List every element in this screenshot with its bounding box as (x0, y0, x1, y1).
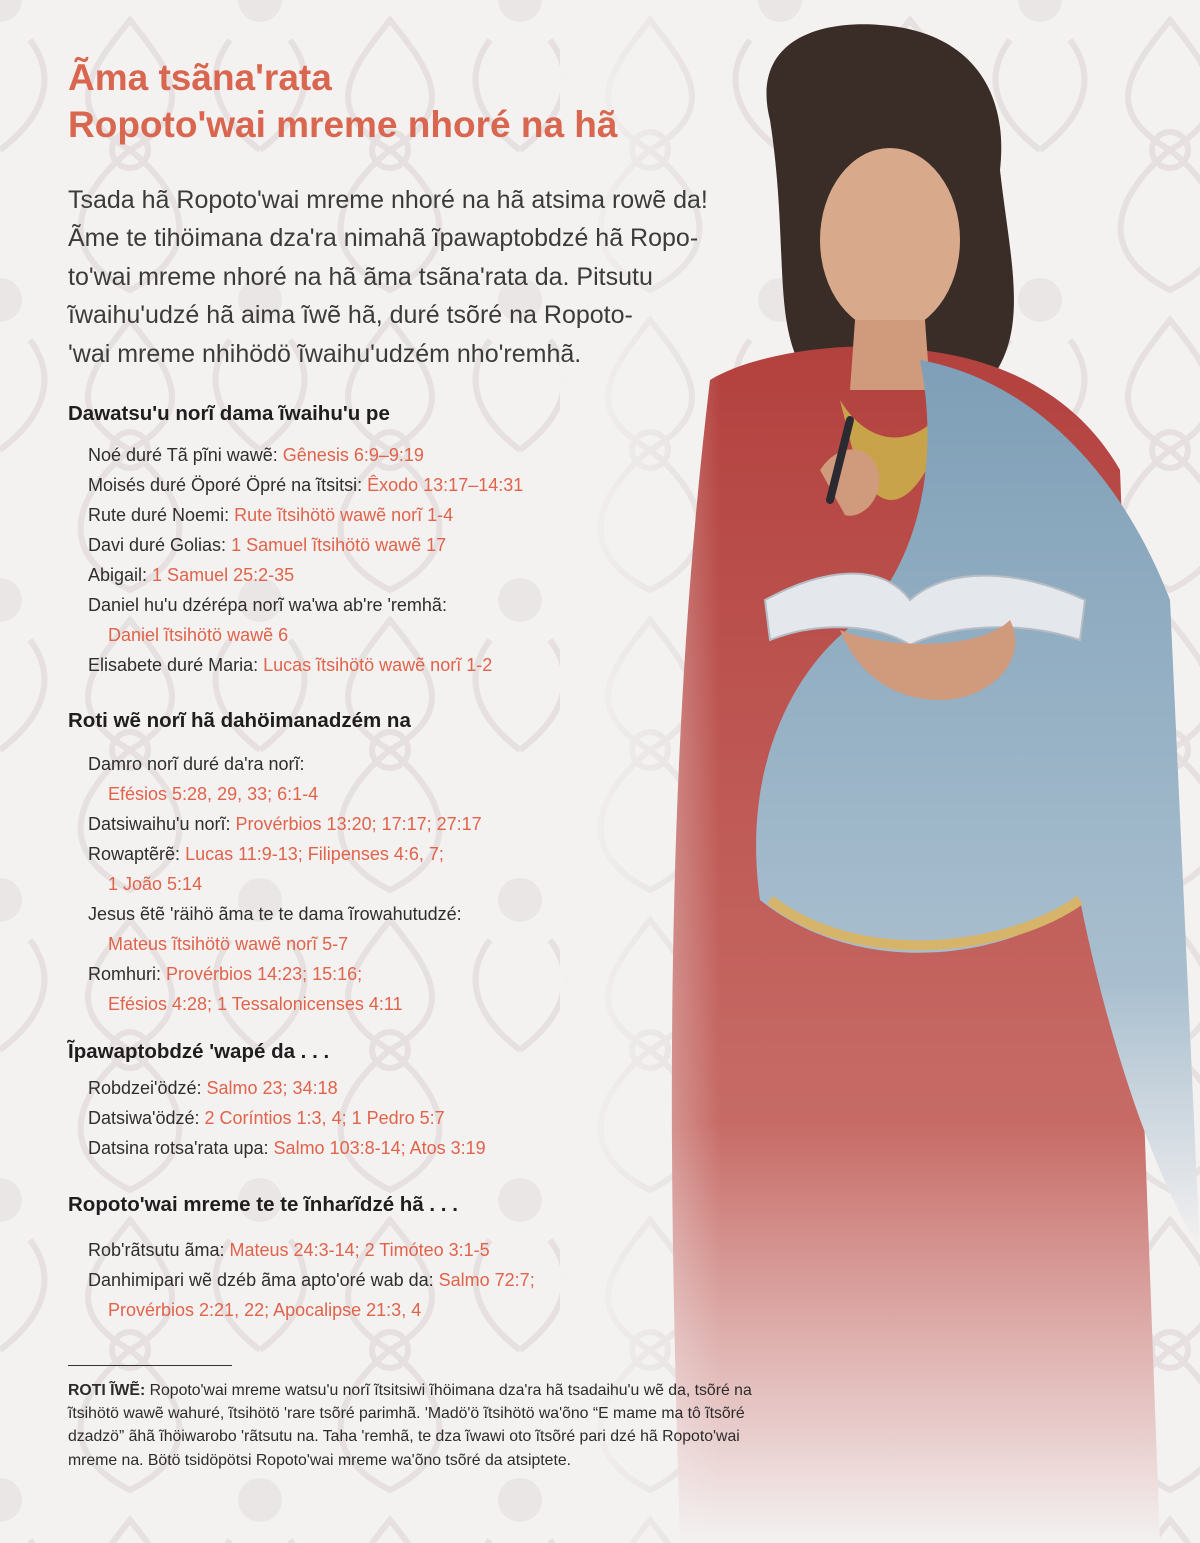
section-heading-stories: Dawatsu'u norĩ dama ĩwaihu'u pe (68, 402, 390, 425)
entry-label: Jesus ẽtẽ 'räihö ãma te te dama ĩrowahutudzé: (88, 904, 462, 924)
scripture-link[interactable]: Mateus ĩtsihötö wawẽ norĩ 5-7 (108, 934, 349, 954)
scripture-link[interactable]: Salmo 103:8-14; Atos 3:19 (273, 1138, 486, 1158)
list-item (88, 500, 628, 530)
scripture-link[interactable]: Efésios 4:28; 1 Tessalonicenses 4:11 (108, 994, 403, 1014)
list-item (88, 1133, 628, 1163)
scripture-link[interactable]: Provérbios 2:21, 22; Apocalipse 21:3, 4 (108, 1300, 422, 1320)
list-item (88, 749, 628, 809)
section-heading-help: Ĩpawaptobdzé 'wapé da . . . (68, 1040, 330, 1063)
entry-label: Noé duré Tã pĩni wawẽ: (88, 445, 283, 465)
footnote-line (68, 1379, 858, 1402)
list-item (88, 1265, 628, 1325)
entry-label: Abigail: (88, 565, 153, 585)
entry-label: Robdzei'ödzé: (88, 1078, 207, 1098)
entry-label: Davi duré Golias: (88, 535, 232, 555)
footnote-line: ĩtsihötö wawẽ wahuré, ĩtsihötö 'rare tsõré parimhã. 'Madö'ö ĩtsihötö wa'õno “E mame ma tô ĩtsõré (68, 1405, 745, 1423)
entry-label: Damro norĩ duré da'ra norĩ: (88, 754, 305, 774)
scripture-link[interactable]: Mateus 24:3-14; 2 Timóteo 3:1-5 (229, 1240, 490, 1260)
scripture-link[interactable]: Gênesis 6:9–9:19 (282, 445, 424, 465)
footnote-label: ROTI ĨWẼ: (68, 1382, 146, 1399)
entry-label: Rute duré Noemi: (88, 505, 235, 525)
title-line-2: Ropoto'wai mreme nhoré na hã (68, 104, 618, 145)
scripture-link[interactable]: 1 João 5:14 (108, 874, 203, 894)
entry-label: Rob'rãtsutu ãma: (88, 1240, 230, 1260)
footnote-divider (68, 1365, 232, 1366)
footnote-line: mreme na. Bötö tsidöpötsi Ropoto'wai mreme wa'õno tsõré da atsiptete. (68, 1451, 572, 1469)
entry-label: Danhimipari wẽ dzéb ãma apto'oré wab da: (88, 1270, 439, 1290)
scripture-link[interactable]: Êxodo 13:17–14:31 (367, 475, 524, 495)
scripture-link[interactable]: 1 Samuel 25:2-35 (152, 565, 295, 585)
scripture-link[interactable]: 2 Coríntios 1:3, 4; 1 Pedro 5:7 (204, 1108, 445, 1128)
scripture-link[interactable]: 1 Samuel ĩtsihötö wawẽ 17 (231, 535, 447, 555)
footnote-text: Ropoto'wai mreme watsu'u norĩ ĩtsitsiwi ĩhöimana dza'ra hã tsadaihu'u wẽ da, tsõré na (145, 1382, 752, 1399)
entry-label: Daniel hu'u dzérépa norĩ wa'wa ab're 'remhã: (88, 595, 447, 615)
intro-line: ĩwaihu'udzé hã aima ĩwẽ hã, duré tsõré na Ropoto- (68, 301, 633, 330)
entry-label: Moisés duré Öporé Öpré na ĩtsitsi: (88, 475, 368, 495)
scripture-link[interactable]: Rute ĩtsihötö wawẽ norĩ 1-4 (234, 505, 454, 525)
scripture-link[interactable]: Lucas 11:9-13; Filipenses 4:6, 7; (185, 844, 444, 864)
list-item (88, 959, 628, 1019)
scripture-link[interactable]: Daniel ĩtsihötö wawẽ 6 (108, 625, 289, 645)
list-item (88, 839, 628, 899)
scripture-link[interactable]: Salmo 72:7; (438, 1270, 535, 1290)
scripture-link[interactable]: Efésios 5:28, 29, 33; 6:1-4 (108, 784, 319, 804)
list-item (88, 590, 628, 650)
list-item (88, 470, 628, 500)
entry-label: Datsiwaihu'u norĩ: (88, 814, 236, 834)
list-item (88, 1103, 628, 1133)
list-item (88, 899, 628, 959)
list-item (88, 650, 628, 680)
footnote-line: dzadzö” ãhã ĩhöiwarobo 'rãtsutu na. Taha 'remhã, te dza ĩwawi oto ĩtsõré pari dzé hã Ropoto'wai (68, 1428, 740, 1446)
section-list-stories (88, 440, 628, 680)
scripture-link[interactable]: Salmo 23; 34:18 (206, 1078, 338, 1098)
entry-label: Rowaptẽrẽ: (88, 844, 186, 864)
title-line-1: Ãma tsãna'rata (68, 57, 332, 98)
list-item (88, 530, 628, 560)
entry-label: Datsiwa'ödzé: (88, 1108, 205, 1128)
entry-label: Romhuri: (88, 964, 167, 984)
intro-paragraph (68, 181, 788, 373)
scripture-link[interactable]: Provérbios 14:23; 15:16; (166, 964, 363, 984)
page-title (68, 54, 618, 148)
list-item (88, 1073, 628, 1103)
section-list-prophecy (88, 1235, 628, 1325)
scripture-link[interactable]: Lucas ĩtsihötö wawẽ norĩ 1-2 (263, 655, 493, 675)
scripture-link[interactable]: Provérbios 13:20; 17:17; 27:17 (235, 814, 482, 834)
list-item (88, 1235, 628, 1265)
list-item (88, 440, 628, 470)
section-heading-prophecy: Ropoto'wai mreme te te ĩnharĩdzé hã . . . (68, 1193, 458, 1216)
entry-label: Elisabete duré Maria: (88, 655, 264, 675)
entry-label: Datsina rotsa'rata upa: (88, 1138, 274, 1158)
list-item (88, 809, 628, 839)
section-list-family (88, 749, 628, 1019)
section-list-help (88, 1073, 628, 1163)
list-item (88, 560, 628, 590)
intro-line: Tsada hã Ropoto'wai mreme nhoré na hã atsima rowẽ da! (68, 186, 708, 214)
footnote (68, 1379, 858, 1472)
intro-line: Ãme te tihöimana dza'ra nimahã ĩpawaptobdzé hã Ropo- (68, 224, 699, 253)
intro-line: 'wai mreme nhihödö ĩwaihu'udzém nho'remhã. (68, 339, 582, 368)
intro-line: to'wai mreme nhoré na hã ãma tsãna'rata da. Pitsutu (68, 262, 653, 291)
section-heading-family: Roti wẽ norĩ hã dahöimanadzém na (68, 709, 411, 732)
